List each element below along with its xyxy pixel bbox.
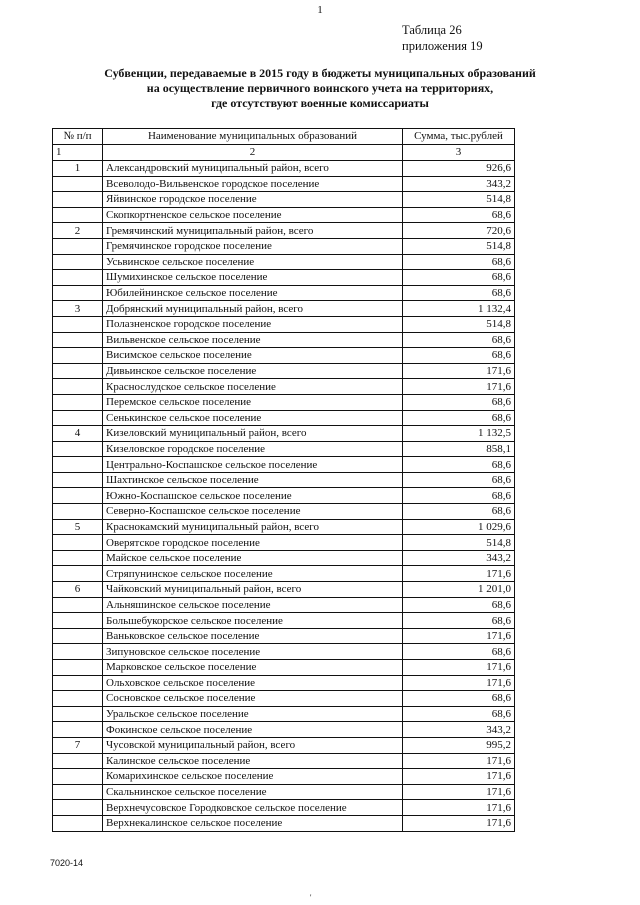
row-sum: 171,6 (403, 815, 515, 831)
row-name: Вильвенское сельское поселение (103, 332, 403, 348)
row-number (53, 176, 103, 192)
table-row (53, 675, 515, 691)
row-sum: 343,2 (403, 550, 515, 566)
column-number-3: 3 (403, 145, 515, 161)
table-row (53, 270, 515, 286)
row-number (53, 660, 103, 676)
row-name: Всеволодо-Вильвенское городское поселение (103, 176, 403, 192)
table-row (53, 379, 515, 395)
row-name: Перемское сельское поселение (103, 394, 403, 410)
row-name: Сосновское сельское поселение (103, 691, 403, 707)
row-name: Калинское сельское поселение (103, 753, 403, 769)
row-number (53, 566, 103, 582)
row-sum: 68,6 (403, 488, 515, 504)
table-row (53, 706, 515, 722)
row-number (53, 784, 103, 800)
table-row (53, 815, 515, 831)
row-number (53, 722, 103, 738)
row-number (53, 504, 103, 520)
row-number (53, 379, 103, 395)
table-row (53, 535, 515, 551)
column-number-2: 2 (103, 145, 403, 161)
row-sum: 1 201,0 (403, 582, 515, 598)
row-name: Верхнечусовское Городковское сельское поселение (103, 800, 403, 816)
table-row (53, 597, 515, 613)
row-sum: 514,8 (403, 238, 515, 254)
table-row (53, 644, 515, 660)
row-name: Верхнекалинское сельское поселение (103, 815, 403, 831)
row-name: Краснослудское сельское поселение (103, 379, 403, 395)
row-sum: 995,2 (403, 737, 515, 753)
table-row (53, 332, 515, 348)
table-row (53, 722, 515, 738)
row-number (53, 394, 103, 410)
table-row (53, 285, 515, 301)
row-name: Скопкортненское сельское поселение (103, 207, 403, 223)
document-title (0, 66, 640, 111)
row-sum: 171,6 (403, 784, 515, 800)
row-sum: 1 132,4 (403, 301, 515, 317)
table-label-line1: Таблица 26 (402, 23, 462, 37)
row-sum: 171,6 (403, 379, 515, 395)
row-name: Скальнинское сельское поселение (103, 784, 403, 800)
row-number (53, 348, 103, 364)
row-number: 3 (53, 301, 103, 317)
row-sum: 68,6 (403, 394, 515, 410)
row-name: Добрянский муниципальный район, всего (103, 301, 403, 317)
row-number (53, 410, 103, 426)
row-name: Уральское сельское поселение (103, 706, 403, 722)
row-sum: 926,6 (403, 161, 515, 177)
row-sum: 68,6 (403, 613, 515, 629)
row-name: Кизеловский муниципальный район, всего (103, 426, 403, 442)
row-number (53, 706, 103, 722)
column-number-row (53, 145, 515, 161)
row-number (53, 332, 103, 348)
row-name: Висимское сельское поселение (103, 348, 403, 364)
row-name: Дивьинское сельское поселение (103, 363, 403, 379)
row-number (53, 815, 103, 831)
row-name: Ольховское сельское поселение (103, 675, 403, 691)
row-number (53, 691, 103, 707)
row-sum: 171,6 (403, 675, 515, 691)
row-sum: 68,6 (403, 691, 515, 707)
row-number: 7 (53, 737, 103, 753)
row-sum: 68,6 (403, 348, 515, 364)
row-number (53, 488, 103, 504)
table-row (53, 582, 515, 598)
table-row (53, 394, 515, 410)
row-number: 5 (53, 519, 103, 535)
table-row (53, 769, 515, 785)
row-name: Гремячинский муниципальный район, всего (103, 223, 403, 239)
row-number (53, 613, 103, 629)
row-number (53, 285, 103, 301)
row-number (53, 535, 103, 551)
row-sum: 514,8 (403, 535, 515, 551)
table-row (53, 800, 515, 816)
row-sum: 68,6 (403, 332, 515, 348)
table-row (53, 363, 515, 379)
row-name: Альняшинское сельское поселение (103, 597, 403, 613)
row-name: Усьвинское сельское поселение (103, 254, 403, 270)
table-row (53, 192, 515, 208)
row-sum: 68,6 (403, 472, 515, 488)
row-name: Ваньковское сельское поселение (103, 628, 403, 644)
row-name: Южно-Коспашское сельское поселение (103, 488, 403, 504)
table-row (53, 457, 515, 473)
row-number (53, 363, 103, 379)
row-name: Гремячинское городское поселение (103, 238, 403, 254)
row-sum: 1 029,6 (403, 519, 515, 535)
row-name: Марковское сельское поселение (103, 660, 403, 676)
row-sum: 68,6 (403, 207, 515, 223)
row-name: Чусовской муниципальный район, всего (103, 737, 403, 753)
row-sum: 171,6 (403, 753, 515, 769)
row-name: Сенькинское сельское поселение (103, 410, 403, 426)
row-number: 6 (53, 582, 103, 598)
table-row (53, 691, 515, 707)
document-title-line2: на осуществление первичного воинского учета на территориях, (146, 81, 494, 95)
row-sum: 514,8 (403, 316, 515, 332)
table-row (53, 488, 515, 504)
row-sum: 343,2 (403, 176, 515, 192)
row-sum: 68,6 (403, 285, 515, 301)
table-row (53, 784, 515, 800)
header-num: № п/п (53, 129, 103, 145)
document-title-line1: Субвенции, передаваемые в 2015 году в бюджеты муниципальных образований (104, 66, 536, 80)
row-number: 2 (53, 223, 103, 239)
row-number (53, 628, 103, 644)
table-row (53, 301, 515, 317)
bottom-mark: ' (310, 893, 312, 902)
row-number (53, 597, 103, 613)
row-name: Северно-Коспашское сельское поселение (103, 504, 403, 520)
row-name: Оверятское городское поселение (103, 535, 403, 551)
table-row (53, 660, 515, 676)
row-sum: 68,6 (403, 410, 515, 426)
row-number (53, 192, 103, 208)
header-sum: Сумма, тыс.рублей (403, 129, 515, 145)
row-sum: 171,6 (403, 800, 515, 816)
row-number (53, 441, 103, 457)
table-row (53, 472, 515, 488)
row-sum: 858,1 (403, 441, 515, 457)
document-title-line3: где отсутствуют военные комиссариаты (211, 96, 429, 110)
row-number (53, 644, 103, 660)
table-row (53, 238, 515, 254)
row-name: Комарихинское сельское поселение (103, 769, 403, 785)
row-name: Кизеловское городское поселение (103, 441, 403, 457)
row-sum: 68,6 (403, 706, 515, 722)
row-sum: 171,6 (403, 363, 515, 379)
table-header-row (53, 129, 515, 145)
row-name: Зипуновское сельское поселение (103, 644, 403, 660)
row-number (53, 550, 103, 566)
row-number (53, 753, 103, 769)
row-name: Полазненское городское поселение (103, 316, 403, 332)
table-row (53, 316, 515, 332)
table-row (53, 753, 515, 769)
row-name: Шахтинское сельское поселение (103, 472, 403, 488)
table-row (53, 161, 515, 177)
table-row (53, 426, 515, 442)
table-row (53, 628, 515, 644)
column-number-1: 1 (53, 145, 103, 161)
row-number (53, 769, 103, 785)
row-name: Юбилейнинское сельское поселение (103, 285, 403, 301)
row-sum: 171,6 (403, 628, 515, 644)
table-label (402, 22, 483, 54)
row-name: Шумихинское сельское поселение (103, 270, 403, 286)
row-name: Чайковский муниципальный район, всего (103, 582, 403, 598)
row-name: Центрально-Коспашское сельское поселение (103, 457, 403, 473)
row-number (53, 457, 103, 473)
table-label-line2: приложения 19 (402, 39, 483, 53)
row-number (53, 316, 103, 332)
row-sum: 720,6 (403, 223, 515, 239)
table-row (53, 566, 515, 582)
table-row (53, 410, 515, 426)
row-number (53, 472, 103, 488)
row-sum: 68,6 (403, 254, 515, 270)
header-name: Наименование муниципальных образований (103, 129, 403, 145)
table-row (53, 348, 515, 364)
page-number: 1 (317, 4, 323, 16)
row-sum: 171,6 (403, 566, 515, 582)
row-number (53, 238, 103, 254)
table-row (53, 441, 515, 457)
row-number (53, 800, 103, 816)
row-sum: 171,6 (403, 769, 515, 785)
row-name: Стряпунинское сельское поселение (103, 566, 403, 582)
row-name: Майское сельское поселение (103, 550, 403, 566)
row-name: Яйвинское городское поселение (103, 192, 403, 208)
row-name: Краснокамский муниципальный район, всего (103, 519, 403, 535)
row-number (53, 254, 103, 270)
table-row (53, 550, 515, 566)
table-row (53, 254, 515, 270)
row-sum: 171,6 (403, 660, 515, 676)
row-sum: 68,6 (403, 597, 515, 613)
row-number (53, 675, 103, 691)
table-row (53, 519, 515, 535)
table-row (53, 504, 515, 520)
table-row (53, 613, 515, 629)
row-sum: 1 132,5 (403, 426, 515, 442)
table-row (53, 207, 515, 223)
row-sum: 68,6 (403, 270, 515, 286)
row-number: 4 (53, 426, 103, 442)
subsidy-table (52, 128, 515, 832)
row-sum: 68,6 (403, 644, 515, 660)
row-sum: 68,6 (403, 504, 515, 520)
row-sum: 514,8 (403, 192, 515, 208)
row-name: Большебукорское сельское поселение (103, 613, 403, 629)
row-name: Фокинское сельское поселение (103, 722, 403, 738)
table-body (53, 161, 515, 832)
row-sum: 68,6 (403, 457, 515, 473)
row-sum: 343,2 (403, 722, 515, 738)
table-row (53, 737, 515, 753)
row-name: Александровский муниципальный район, всего (103, 161, 403, 177)
document-code: 7020-14 (50, 858, 84, 868)
row-number: 1 (53, 161, 103, 177)
table-row (53, 223, 515, 239)
row-number (53, 270, 103, 286)
table-row (53, 176, 515, 192)
row-number (53, 207, 103, 223)
